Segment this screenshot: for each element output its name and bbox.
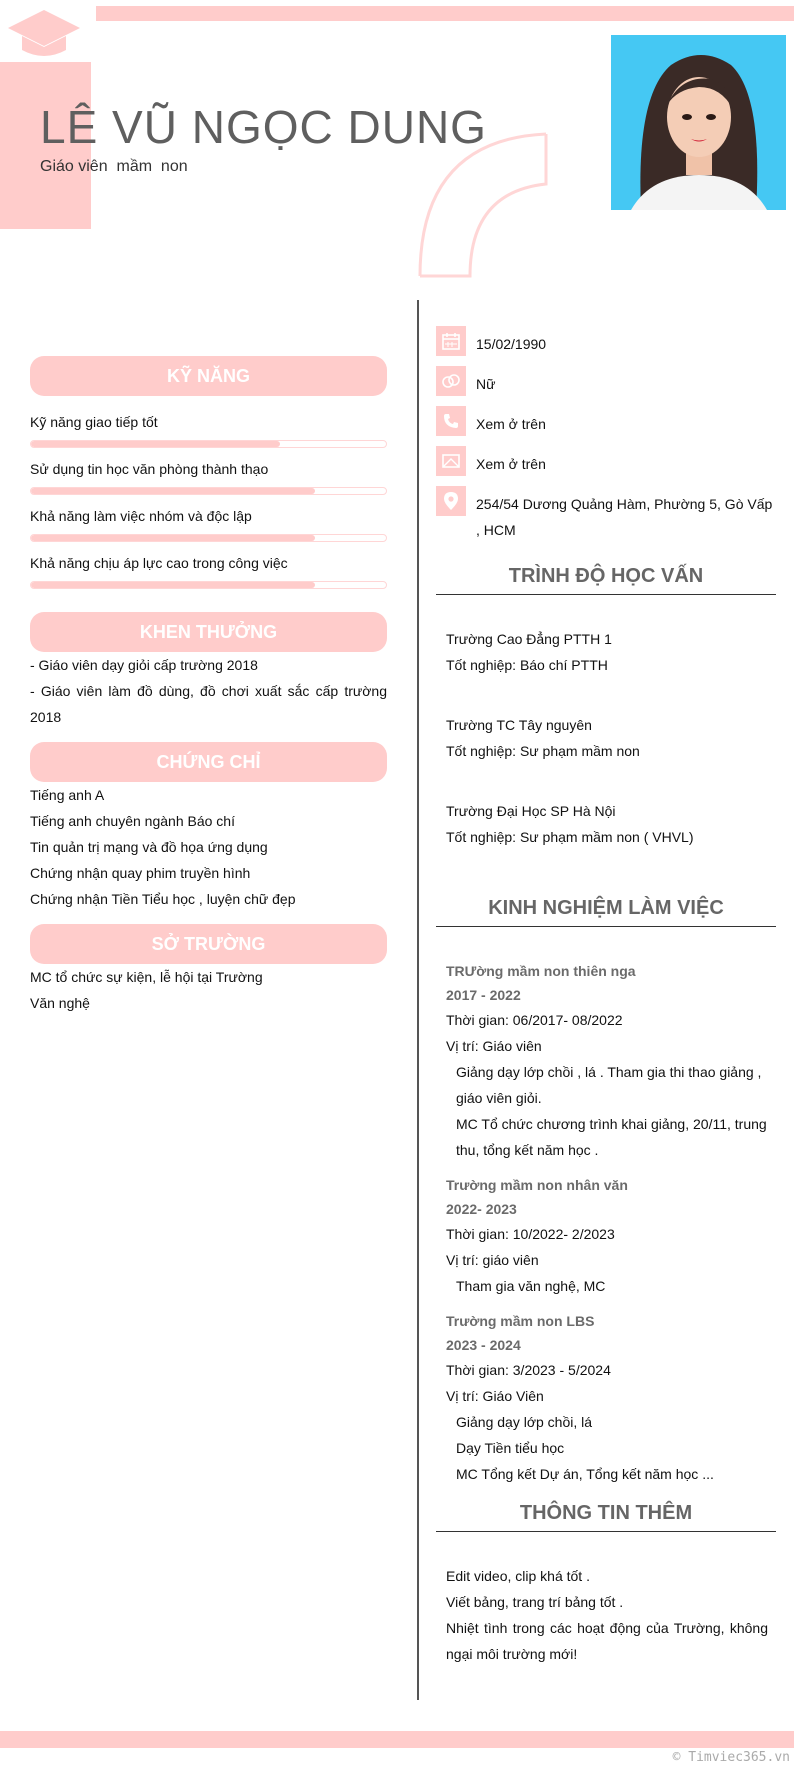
skill-label: Kỹ năng giao tiếp tốt bbox=[30, 414, 158, 430]
experience-time: Thời gian: 3/2023 - 5/2024 bbox=[446, 1362, 611, 1378]
certificates-heading: CHỨNG CHỈ bbox=[30, 742, 387, 782]
award-item: - Giáo viên làm đồ dùng, đồ chơi xuất sắc cấp trường 2018 bbox=[30, 683, 387, 725]
awards-heading: KHEN THƯỞNG bbox=[30, 612, 387, 652]
top-decorative-bar bbox=[96, 6, 794, 21]
extra-info-heading: THÔNG TIN THÊM bbox=[519, 1502, 693, 1524]
certificate-item: Tin quản trị mạng và đồ họa ứng dụng bbox=[30, 839, 268, 855]
experience-detail: MC Tổng kết Dự án, Tổng kết năm học ... bbox=[456, 1466, 714, 1482]
gender-icon bbox=[436, 366, 466, 396]
skill-bar-fill bbox=[31, 582, 315, 588]
certificate-item: Tiếng anh A bbox=[30, 787, 105, 803]
contact-text: 254/54 Dương Quảng Hàm, Phường 5, Gò Vấp , HCM bbox=[476, 496, 773, 538]
experience-years: 2022- 2023 bbox=[446, 1201, 517, 1217]
skill-label: Khả năng làm việc nhóm và độc lập bbox=[30, 508, 252, 524]
experience-company: Trường mầm non nhân văn bbox=[446, 1177, 628, 1193]
phone-icon bbox=[436, 406, 466, 436]
skill-bar bbox=[30, 440, 387, 448]
education-degree: Tốt nghiệp: Sư phạm mầm non bbox=[446, 743, 640, 759]
contact-text: Xem ở trên bbox=[476, 416, 546, 432]
experience-detail: Tham gia văn nghệ, MC bbox=[456, 1278, 606, 1294]
award-item: - Giáo viên dạy giỏi cấp trường 2018 bbox=[30, 657, 258, 673]
experience-rule bbox=[436, 926, 776, 927]
certificate-item: Chứng nhận quay phim truyền hình bbox=[30, 865, 251, 881]
experience-position: Vị trí: Giáo Viên bbox=[446, 1388, 544, 1404]
contact-text: 15/02/1990 bbox=[476, 336, 547, 352]
profile-photo bbox=[611, 35, 786, 210]
job-title: Giáo viên mầm non bbox=[40, 158, 188, 175]
experience-years: 2017 - 2022 bbox=[446, 987, 521, 1003]
experience-position: Vị trí: giáo viên bbox=[446, 1252, 539, 1268]
education-degree: Tốt nghiệp: Sư phạm mầm non ( VHVL) bbox=[446, 829, 694, 845]
skill-label: Khả năng chịu áp lực cao trong công việc bbox=[30, 555, 288, 571]
experience-detail: MC Tổ chức chương trình khai giảng, 20/11, trung thu, tổng kết năm học . bbox=[456, 1116, 767, 1158]
skill-bar bbox=[30, 534, 387, 542]
extra-info-rule bbox=[436, 1531, 776, 1532]
experience-time: Thời gian: 10/2022- 2/2023 bbox=[446, 1226, 615, 1242]
calendar-icon bbox=[436, 326, 466, 356]
experience-years: 2023 - 2024 bbox=[446, 1337, 521, 1353]
experience-heading: KINH NGHIỆM LÀM VIỆC bbox=[488, 897, 724, 919]
skill-bar bbox=[30, 487, 387, 495]
skills-heading: KỸ NĂNG bbox=[30, 356, 387, 396]
education-school: Trường TC Tây nguyên bbox=[446, 717, 592, 733]
candidate-name: LÊ VŨ NGỌC DUNG bbox=[40, 101, 487, 153]
extra-info-item: Viết bảng, trang trí bảng tốt . bbox=[446, 1594, 624, 1610]
skill-label: Sử dụng tin học văn phòng thành thạo bbox=[30, 461, 269, 477]
education-degree: Tốt nghiệp: Báo chí PTTH bbox=[446, 657, 608, 673]
location-icon bbox=[436, 486, 466, 516]
arc-decoration bbox=[418, 132, 548, 280]
contact-text: Nữ bbox=[476, 376, 496, 392]
education-heading: TRÌNH ĐỘ HỌC VẤN bbox=[508, 565, 704, 587]
column-divider bbox=[417, 300, 419, 1700]
skill-bar-fill bbox=[31, 488, 315, 494]
education-rule bbox=[436, 594, 776, 595]
strength-item: MC tổ chức sự kiện, lễ hội tại Trường bbox=[30, 969, 263, 985]
bottom-decorative-bar bbox=[0, 1731, 794, 1748]
experience-company: TRƯờng mầm non thiên nga bbox=[446, 963, 636, 979]
experience-company: Trường mầm non LBS bbox=[446, 1313, 595, 1329]
profile-photo-illustration bbox=[611, 35, 786, 210]
certificate-item: Tiếng anh chuyên ngành Báo chí bbox=[30, 813, 235, 829]
skill-bar-fill bbox=[31, 441, 280, 447]
strength-item: Văn nghệ bbox=[30, 995, 90, 1011]
experience-position: Vị trí: Giáo viên bbox=[446, 1038, 542, 1054]
watermark: © Timviec365.vn bbox=[672, 1750, 790, 1765]
email-icon bbox=[436, 446, 466, 476]
certificate-item: Chứng nhận Tiền Tiểu học , luyện chữ đẹp bbox=[30, 891, 296, 907]
graduation-cap-icon bbox=[4, 4, 84, 64]
experience-time: Thời gian: 06/2017- 08/2022 bbox=[446, 1012, 623, 1028]
skill-bar-fill bbox=[31, 535, 315, 541]
extra-info-item: Nhiệt tình trong các hoạt động của Trường, không ngại môi trường mới! bbox=[446, 1620, 768, 1662]
education-school: Trường Đại Học SP Hà Nội bbox=[446, 803, 616, 819]
strengths-heading: SỞ TRƯỜNG bbox=[30, 924, 387, 964]
experience-detail: Dạy Tiền tiểu học bbox=[456, 1440, 565, 1456]
experience-detail: Giảng dạy lớp chồi , lá . Tham gia thi thao giảng , giáo viên giỏi. bbox=[456, 1064, 762, 1106]
skill-bar bbox=[30, 581, 387, 589]
education-school: Trường Cao Đẳng PTTH 1 bbox=[446, 631, 612, 647]
extra-info-item: Edit video, clip khá tốt . bbox=[446, 1568, 590, 1584]
experience-detail: Giảng dạy lớp chồi, lá bbox=[456, 1414, 593, 1430]
contact-text: Xem ở trên bbox=[476, 456, 546, 472]
